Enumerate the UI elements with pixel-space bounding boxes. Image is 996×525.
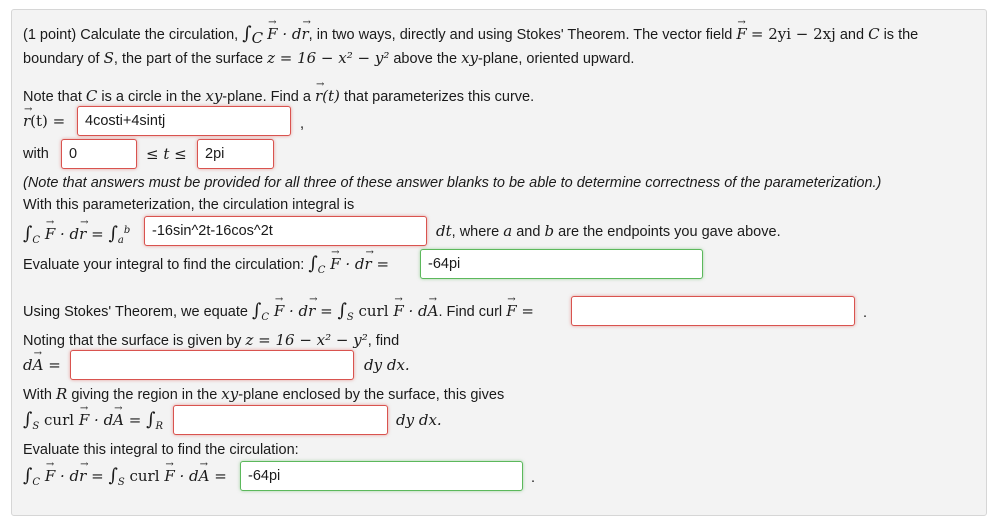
final-label: $\int_C \to F \cdot d\to r = \int_S$ curl → F · d→ A = bbox=[23, 466, 227, 493]
noting-text: Noting that the surface is given by z = 16 − x² − y², find bbox=[23, 331, 400, 349]
region-text: With R giving the region in the xy-plane enclosed by the surface, this gives bbox=[23, 385, 505, 403]
problem-line-1: (1 point) Calculate the circulation, $\int_C \to F \cdot d\to r$, in two ways, directly and using Stokes' Theorem. The vector field → F = 2yi − 2xj and C is the bbox=[23, 24, 918, 48]
final-circulation-input[interactable] bbox=[240, 461, 523, 491]
dydx-text-2: dy dx. bbox=[396, 411, 442, 429]
surface-equation: z = 16 − x² − y² bbox=[267, 49, 390, 67]
param-text: With this parameterization, the circulation integral is bbox=[23, 197, 355, 213]
text-above-the: above the bbox=[393, 51, 458, 67]
stokes-text: Using Stokes' Theorem, we equate $\int_C \to F \cdot d\to r = \int_S$ curl → F · d→ A. Find curl → F = bbox=[23, 301, 534, 328]
t-inequality: ≤ t ≤ bbox=[146, 145, 187, 163]
curl-input[interactable] bbox=[571, 296, 855, 326]
period-2: . bbox=[531, 470, 536, 486]
parameterization-note: (Note that answers must be provided for all three of these answer blanks to be able to determine correctness of the parameterization.) bbox=[23, 175, 882, 191]
text-boundary-of: boundary of bbox=[23, 51, 100, 67]
text-part-of-surface: , the part of the surface bbox=[113, 51, 264, 67]
xy-label-2: xy bbox=[205, 87, 223, 105]
surface-integral-label: $\int_S$ curl → $F \cdot d\to A = \int_R$ bbox=[23, 410, 163, 437]
t-lower-input[interactable] bbox=[61, 139, 137, 169]
comma-1: , bbox=[300, 116, 305, 132]
period-1: . bbox=[863, 305, 868, 321]
evaluate2-text: Evaluate this integral to find the circulation: bbox=[23, 442, 299, 458]
evaluate-text: Evaluate your integral to find the circulation: $\int_C \to F \cdot d\to r$ = bbox=[23, 254, 389, 281]
integrand-input[interactable] bbox=[144, 216, 427, 246]
problem-card bbox=[11, 9, 987, 516]
text-note-that: Note that bbox=[23, 89, 82, 105]
dt-text: dt, where a and b are the endpoints you gave above. bbox=[436, 222, 781, 240]
dA-input[interactable] bbox=[70, 350, 354, 380]
circulation-input[interactable] bbox=[420, 249, 703, 279]
text-circle-in: is a circle in the bbox=[101, 89, 202, 105]
text-and: and bbox=[839, 27, 865, 43]
dydx-text-1: dy dx. bbox=[364, 356, 410, 374]
integral-ab-label: $\int_C \to F \cdot d\to r = \int_a^b$ bbox=[23, 221, 130, 251]
problem-line-2: boundary of S, the part of the surface z = 16 − x² − y² above the xy-plane, oriented upward. bbox=[23, 49, 635, 67]
problem-intro-cont: , in two ways, directly and using Stokes' Theorem. The vector field bbox=[308, 27, 733, 43]
r-of-t-input[interactable] bbox=[77, 106, 291, 136]
r-label: → r(t) = bbox=[23, 111, 65, 131]
problem-intro: (1 point) Calculate the circulation, bbox=[23, 27, 239, 43]
with-label: with bbox=[23, 146, 49, 162]
text-find-a: -plane. Find a bbox=[222, 89, 311, 105]
text-is-the: is the bbox=[883, 27, 919, 43]
text-plane-oriented: -plane, oriented upward. bbox=[478, 51, 635, 67]
note-line: Note that C is a circle in the xy-plane. Find a → r(t) that parameterizes this curve. bbox=[23, 86, 534, 107]
dA-label: d→ A = bbox=[23, 355, 61, 375]
text-parameterizes: that parameterizes this curve. bbox=[343, 89, 535, 105]
region-integrand-input[interactable] bbox=[173, 405, 388, 435]
xy-label: xy bbox=[461, 49, 479, 67]
field-equation: = 2yi − 2xj bbox=[750, 25, 836, 43]
t-upper-input[interactable] bbox=[197, 139, 274, 169]
